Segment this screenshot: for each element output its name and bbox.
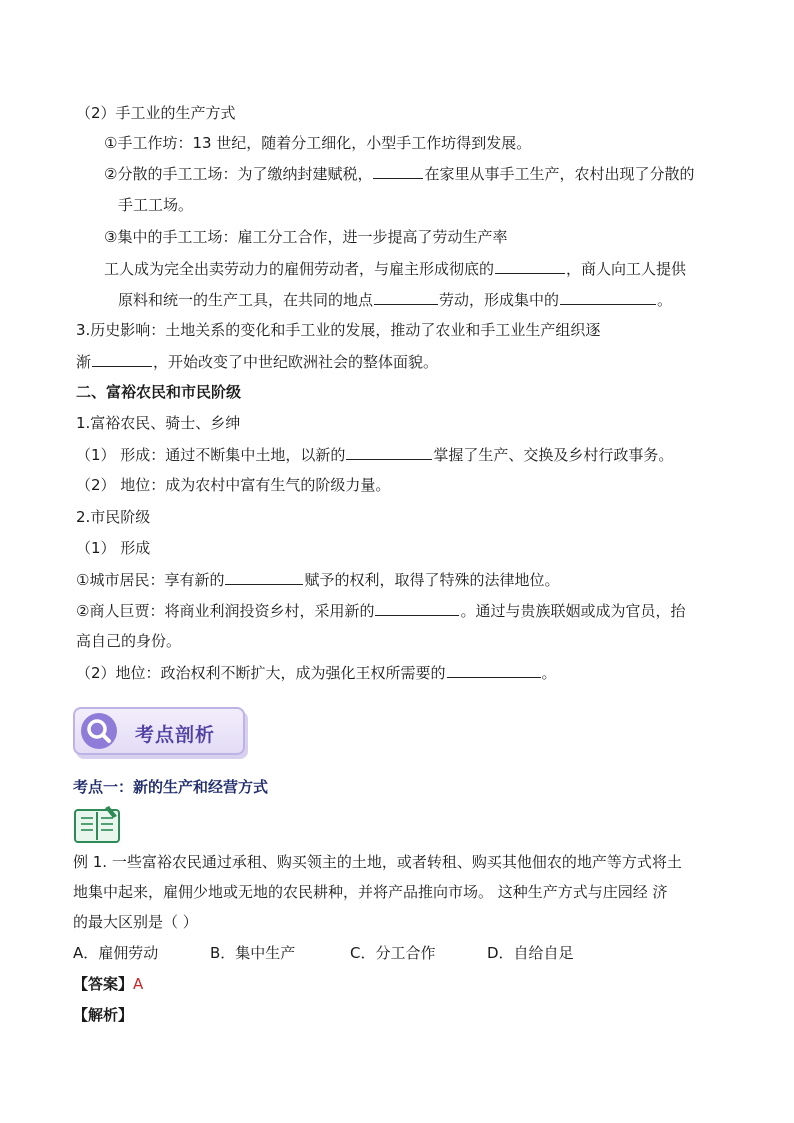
craft-item-2-cont: 手工工场。 [118, 196, 194, 214]
fill-blank [447, 662, 541, 678]
impact-line-2 [76, 351, 438, 372]
fill-blank [92, 351, 152, 367]
craft-item-4-text-d: 劳动，形成集中的 [439, 291, 560, 309]
fill-blank [225, 569, 303, 585]
city-residents [76, 569, 559, 590]
analysis-label: 【解析】 [73, 1006, 134, 1024]
option-b: B．集中生产 [210, 944, 296, 962]
burgher-status-text-a: （2）地位：政治权利不断扩大，成为强化王权所需要的 [76, 664, 446, 682]
impact-line-1: 3.历史影响：土地关系的变化和手工业的发展，推动了农业和手工业生产组织逐 [76, 321, 601, 339]
exam-analysis-banner [73, 707, 245, 759]
craft-item-1: ①手工作坊：13 世纪，随着分工细化，小型手工作坊得到发展。 [104, 134, 532, 152]
fill-blank [346, 444, 432, 460]
subsection-title-2: 2.市民阶级 [76, 508, 151, 526]
fill-blank [373, 163, 423, 179]
peasant-formation [76, 444, 673, 465]
fill-blank [374, 289, 438, 305]
answer-label: 【答案】 [73, 975, 134, 993]
peasant-formation-text-a: （1） 形成：通过不断集中土地，以新的 [76, 446, 346, 464]
example-line-1: 例 1. 一些富裕农民通过承租、购买领主的土地，或者转租、购买其他佃农的地产等方式将土 [73, 853, 682, 871]
craft-item-4-text-e: 。 [657, 291, 673, 309]
answer-value: A [133, 975, 144, 993]
subsection-title-1: 1.富裕农民、骑士、乡绅 [76, 414, 241, 432]
example-line-2: 地集中起来，雇佣少地或无地的农民耕种，并将产品推向市场。 这种生产方式与庄园经 济 [73, 883, 668, 901]
merchants-text-b: 。通过与贵族联姻或成为官员，抬 [460, 602, 686, 620]
option-d: D．自给自足 [487, 944, 574, 962]
craft-item-3: ③集中的手工工场：雇工分工合作，进一步提高了劳动生产率 [104, 228, 508, 246]
craft-item-2-text-a: ②分散的手工工场：为了缴纳封建赋税， [104, 165, 373, 183]
merchants-text-a: ②商人巨贾：将商业利润投资乡村，采用新的 [76, 602, 375, 620]
craft-item-2-text-b: 在家里从事手工生产，农村出现了分散的 [424, 165, 695, 183]
burgher-status-text-b: 。 [541, 664, 557, 682]
craft-item-4-text-c: 原料和统一的生产工具，在共同的地点 [118, 291, 374, 309]
impact-text-b: 渐 [76, 353, 92, 371]
section-title: 二、富裕农民和市民阶级 [76, 383, 242, 401]
option-a: A．雇佣劳动 [73, 944, 159, 962]
banner-background [73, 707, 245, 755]
exam-point-title: 考点一：新的生产和经营方式 [73, 778, 269, 796]
answer-line [73, 974, 143, 994]
craft-item-4-text-a: 工人成为完全出卖劳动力的雇佣劳动者，与雇主形成彻底的 [104, 260, 495, 278]
banner-icon-circle [81, 713, 117, 749]
peasant-formation-text-b: 掌握了生产、交换及乡村行政事务。 [433, 446, 674, 464]
craft-heading: （2）手工业的生产方式 [76, 104, 236, 122]
burgher-formation-heading: （1） 形成 [76, 539, 151, 557]
city-residents-text-a: ①城市居民：享有新的 [76, 571, 225, 589]
fill-blank [375, 600, 459, 616]
burgher-status [76, 662, 557, 683]
city-residents-text-b: 赋予的权利，取得了特殊的法律地位。 [304, 571, 560, 589]
impact-text-c: ，开始改变了中世纪欧洲社会的整体面貌。 [153, 353, 439, 371]
book-icon [73, 806, 121, 844]
option-c: C．分工合作 [350, 944, 436, 962]
craft-item-4-cont [118, 289, 672, 310]
fill-blank [560, 289, 656, 305]
merchants [76, 600, 685, 621]
merchants-cont: 高自己的身份。 [76, 632, 182, 650]
craft-item-2 [104, 163, 694, 184]
peasant-status: （2） 地位：成为农村中富有生气的阶级力量。 [76, 476, 391, 494]
banner-label: 考点剖析 [135, 724, 216, 746]
fill-blank [495, 258, 565, 274]
craft-item-4-text-b: ，商人向工人提供 [566, 260, 687, 278]
example-line-3: 的最大区别是（ ） [73, 913, 198, 931]
craft-item-4 [104, 258, 686, 279]
search-icon [81, 713, 117, 749]
